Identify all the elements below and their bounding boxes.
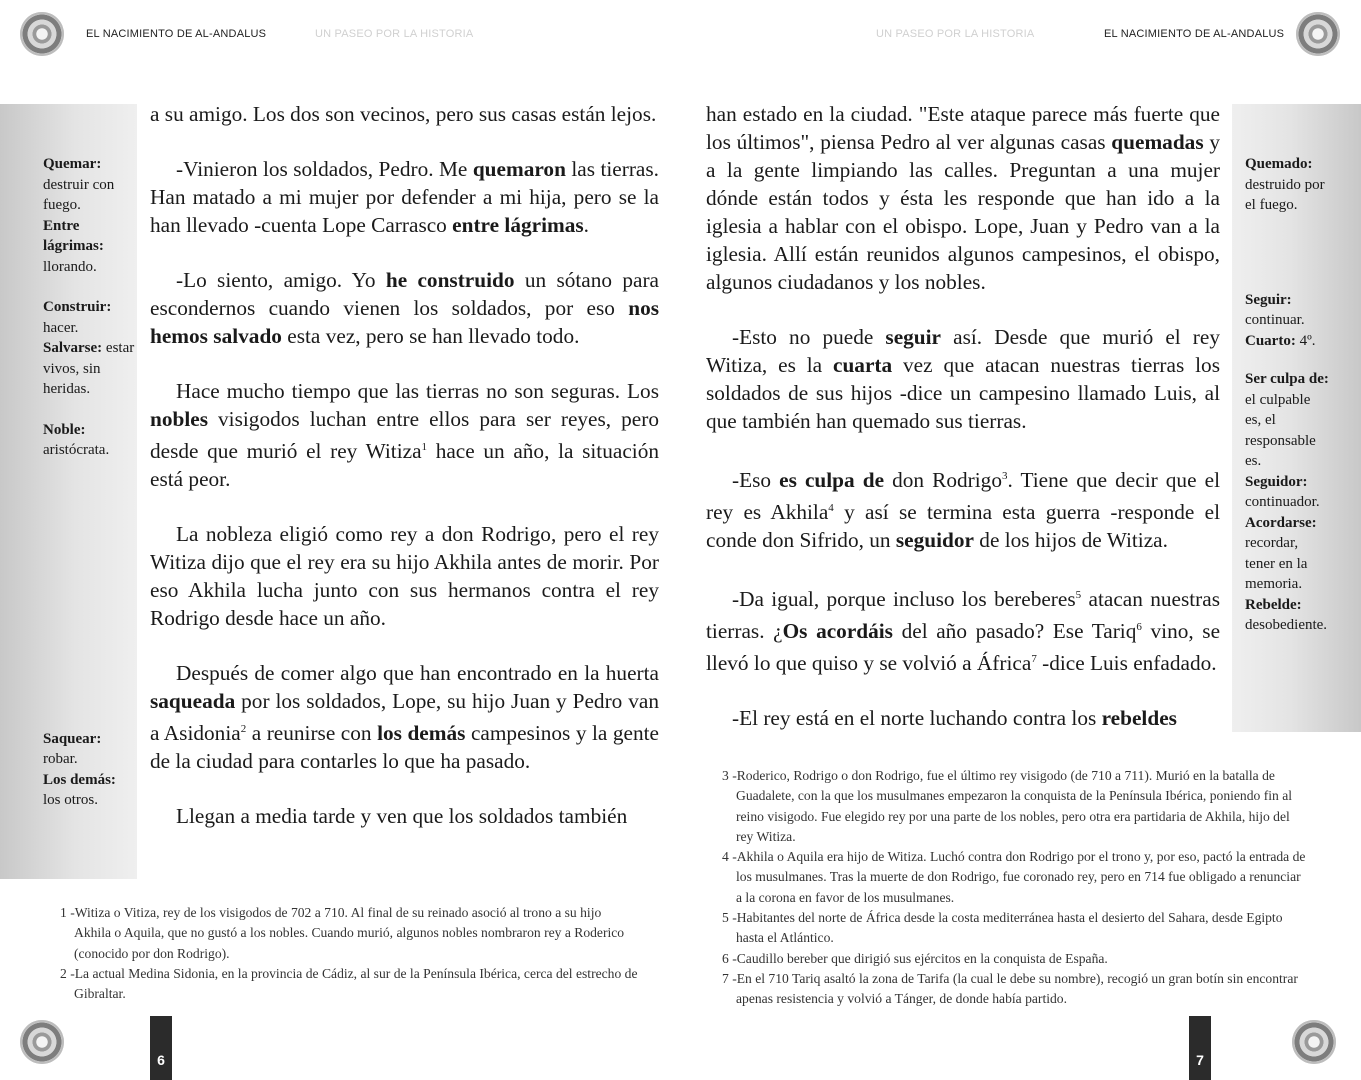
footnote-ref: 5 xyxy=(1075,589,1082,602)
glossary-term: Cuarto: xyxy=(1245,332,1296,349)
footnote: 5 -Habitantes del norte de África desde la costa mediterránea hasta el desierto del Sahara, desde Egipto hasta el Atlántico. xyxy=(722,910,1283,946)
right-paragraph: -Eso es culpa de don Rodrigo$^3$. Tiene que decir que el rey es Akhila$^4$ y así se termina esta guerra -responde el conde don Sifrido, un seguidor de los hijos de Witiza. xyxy=(706,468,1220,553)
glossary-term-highlight: es culpa de xyxy=(779,468,885,493)
glossary-term: Los demás: xyxy=(43,771,116,788)
footnote: 7 -En el 710 Tariq asaltó la zona de Tarifa (la cual le debe su nombre), recogió un gran botín sin encontrar apenas resistencia y volvió a Tánger, de donde había partido. xyxy=(722,970,1298,1007)
glossary-term-highlight: seguidor xyxy=(895,528,974,553)
glossary-entry xyxy=(1245,331,1329,352)
left-running-subtitle: UN PASEO POR LA HISTORIA xyxy=(315,28,474,40)
glossary-term: Seguidor: xyxy=(1245,473,1308,490)
glossary-term-highlight: cuarta xyxy=(833,353,893,377)
left-running-title: EL NACIMIENTO DE AL-ANDALUS xyxy=(86,28,267,40)
footnote-ref: 6 xyxy=(1136,621,1142,634)
glossary-definition: continuador. xyxy=(1245,494,1320,510)
glossary-term: Quemado: xyxy=(1245,156,1313,172)
footnote-ref: 1 xyxy=(421,441,428,453)
glossary-entry xyxy=(43,338,135,400)
glossary-term: Quemar: xyxy=(43,156,102,172)
right-running-title: EL NACIMIENTO DE AL-ANDALUS xyxy=(1104,28,1285,40)
glossary-term: Ser culpa de: xyxy=(1245,371,1329,387)
glossary-term-highlight: seguir xyxy=(885,325,942,349)
footnote: 1 -Witiza o Vitiza, rey de los visigodos de 702 a 710. Al final de su reinado asoció al trono a su hijo Akhila o Aquila, que no gustó a los nobles. Cuando murió, algunos nobles nombraron rey a Roderico (conocido por don Rodrigo). xyxy=(60,905,625,961)
glossary-entry xyxy=(1245,154,1329,216)
glossary-term: Salvarse: xyxy=(43,340,103,356)
glossary-term-highlight: Os acordáis xyxy=(782,619,893,644)
footnote: 6 -Caudillo bereber que dirigió sus ejércitos en la conquista de España. xyxy=(722,950,1108,966)
page-number-right: 7 xyxy=(1189,1016,1211,1080)
right-glossary xyxy=(1245,154,1329,636)
left-paragraph: -Lo siento, amigo. Yo he construido un sótano para escondernos cuando vienen los soldados, por eso nos hemos salvado esta vez, pero se han llevado todo. xyxy=(150,268,659,348)
glossary-term: Rebelde: xyxy=(1245,596,1302,613)
left-glossary xyxy=(43,154,135,811)
glossary-definition: estar vivos, sin heridas. xyxy=(43,340,135,397)
glossary-entry xyxy=(1245,472,1329,513)
glossary-term-highlight: he construido xyxy=(385,268,515,292)
right-paragraph: han estado en la ciudad. "Este ataque parece más fuerte que los últimos", piensa Pedro al ver algunas casas quemadas y a la gente limpiando las calles. Preguntan a una mujer dónde están todos y ésta les responde que han ido a la iglesia a hablar con el obispo. Lope, Juan y Pedro van a la iglesia. Allí están reunidos algunos campesinos, el obispo, algunos ciudadanos y los nobles. xyxy=(706,102,1220,294)
glossary-entry xyxy=(43,420,135,461)
footnote-ref: 4 xyxy=(828,502,834,515)
glossary-definition: los otros. xyxy=(43,792,99,808)
glossary-term: Noble: xyxy=(43,421,86,438)
glossary-entry xyxy=(43,154,135,216)
glossary-entry xyxy=(43,297,135,338)
glossary-entry xyxy=(43,729,135,770)
footnote: 2 -La actual Medina Sidonia, en la provincia de Cádiz, al sur de la Península Ibérica, cerca del estrecho de Gibraltar. xyxy=(60,965,638,1002)
glossary-entry xyxy=(43,770,135,811)
footnote-ref: 3 xyxy=(1001,470,1008,482)
glossary-term-highlight: rebeldes xyxy=(1101,706,1177,731)
glossary-term-highlight: saqueada xyxy=(150,689,236,714)
emblem-icon xyxy=(20,12,64,56)
glossary-definition: destruido por el fuego. xyxy=(1245,176,1325,213)
glossary-term: Acordarse: xyxy=(1245,514,1317,531)
glossary-definition: llorando. xyxy=(43,258,97,275)
right-running-subtitle: UN PASEO POR LA HISTORIA xyxy=(876,28,1035,40)
left-paragraph: a su amigo. Los dos son vecinos, pero sus casas están lejos. xyxy=(150,102,657,126)
glossary-definition: 4º. xyxy=(1295,332,1316,349)
glossary-term-highlight: quemaron xyxy=(472,157,566,181)
emblem-icon xyxy=(20,1020,64,1064)
glossary-term-highlight: los demás xyxy=(377,721,466,746)
glossary-entry xyxy=(1245,513,1329,595)
emblem-icon xyxy=(1296,12,1340,56)
left-page-text xyxy=(150,100,659,857)
glossary-entry xyxy=(1245,369,1329,472)
right-paragraph: -El rey está en el norte luchando contra los rebeldes xyxy=(732,706,1177,731)
glossary-term: Entre lágrimas: xyxy=(43,217,104,254)
glossary-definition: desobediente. xyxy=(1245,617,1328,633)
glossary-definition: robar. xyxy=(43,751,78,767)
glossary-definition: destruir con fuego. xyxy=(43,176,115,213)
page-number-left: 6 xyxy=(150,1016,172,1080)
glossary-term-highlight: entre lágrimas xyxy=(452,213,584,237)
glossary-definition: recordar, tener en la memoria. xyxy=(1245,535,1308,592)
left-paragraph: Llegan a media tarde y ven que los soldados también xyxy=(176,804,628,829)
left-paragraph: La nobleza eligió como rey a don Rodrigo, pero el rey Witiza dijo que el rey era su hijo Akhila antes de morir. Por eso Akhila lucha junto con sus hermanos contra el rey Rodrigo desde hace un año. xyxy=(150,522,659,631)
left-footnotes xyxy=(60,903,640,1004)
footnote-ref: 7 xyxy=(1031,653,1037,666)
glossary-definition: el culpable es, el responsable es. xyxy=(1245,391,1316,469)
glossary-entry xyxy=(1245,595,1329,636)
left-paragraph: Hace mucho tiempo que las tierras no son seguras. Los nobles visigodos luchan entre ellos para ser reyes, pero desde que murió el rey Witiza$^1$ hace un año, la situación está peor. xyxy=(150,379,659,492)
left-paragraph: -Vinieron los soldados, Pedro. Me quemaron las tierras. Han matado a mi mujer por defender a mi hija, pero se la han llevado -cuenta Lope Carrasco entre lágrimas. xyxy=(150,157,659,237)
glossary-definition: continuar. xyxy=(1245,312,1305,328)
glossary-term-highlight: quemadas xyxy=(1111,130,1204,154)
glossary-term-highlight: nobles xyxy=(150,407,208,431)
right-paragraph: -Esto no puede seguir así. Desde que murió el rey Witiza, es la cuarta vez que atacan nuestras tierras los soldados de sus hijos -dice un campesino llamado Luis, al que también han quemado sus tierras. xyxy=(706,325,1220,433)
glossary-definition: hacer. xyxy=(43,319,79,336)
glossary-entry xyxy=(43,216,135,278)
glossary-definition: aristócrata. xyxy=(43,442,110,458)
right-page-text xyxy=(706,100,1220,759)
glossary-term: Construir: xyxy=(43,299,112,315)
glossary-term: Saquear: xyxy=(43,730,102,747)
right-footnotes xyxy=(722,766,1306,1010)
emblem-icon xyxy=(1292,1020,1336,1064)
footnote-ref: 2 xyxy=(240,723,247,736)
glossary-term: Seguir: xyxy=(1245,291,1292,308)
right-paragraph: -Da igual, porque incluso los bereberes$^5$ atacan nuestras tierras. ¿Os acordáis del año pasado? Ese Tariq$^6$ vino, se llevó lo que quiso y se volvió a África$^7$ -dice Luis enfadado. xyxy=(706,587,1221,676)
footnote: 3 -Roderico, Rodrigo o don Rodrigo, fue el último rey visigodo (de 710 a 711). Murió en la batalla de Guadalete, con la que los musulmanes empezaron la conquista de la Península Ibérica, poniendo fin al reino visigodo. Fue elegido rey por una parte de los nobles, pero otra era partidaria de Akhila, hijo del rey Witiza. xyxy=(722,768,1293,844)
glossary-term-highlight: nos hemos salvado xyxy=(150,296,659,348)
left-paragraph: Después de comer algo que han encontrado en la huerta saqueada por los soldados, Lope, su hijo Juan y Pedro van a Asidonia$^2$ a reunirse con los demás campesinos y la gente de la ciudad para contarles lo que ha pasado. xyxy=(150,661,660,774)
glossary-entry xyxy=(1245,290,1329,331)
footnote: 4 -Akhila o Aquila era hijo de Witiza. Luchó contra don Rodrigo por el trono y, por eso, pactó la entrada de los musulmanes. Tras la muerte de don Rodrigo, fue coronado rey, pero en 714 fue obligado a renunciar a la corona en favor de los musulmanes. xyxy=(722,849,1306,905)
